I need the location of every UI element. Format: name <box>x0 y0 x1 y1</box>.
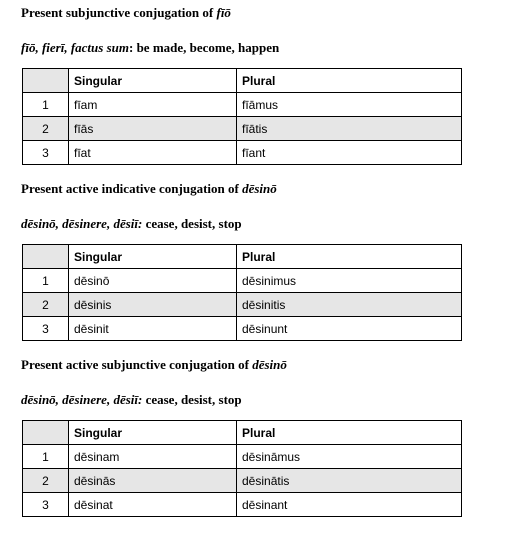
verb-principal-parts-line <box>21 216 242 232</box>
section-title-text: Present active subjunctive conjugation of <box>21 357 253 372</box>
person-number: 2 <box>23 117 69 141</box>
table-row <box>23 269 462 293</box>
section-title-text: Present subjunctive conjugation of <box>21 5 217 20</box>
singular-form: dēsinat <box>69 493 237 517</box>
table-row <box>23 293 462 317</box>
principal-parts: dēsinō, dēsinere, dēsiī: <box>21 392 143 407</box>
header-corner <box>23 245 69 269</box>
plural-form: dēsinātis <box>237 469 462 493</box>
header-plural: Plural <box>237 421 462 445</box>
conjugation-table <box>22 244 462 341</box>
singular-form: dēsinās <box>69 469 237 493</box>
person-number: 3 <box>23 317 69 341</box>
table-row <box>23 445 462 469</box>
verb-principal-parts-line <box>21 40 279 56</box>
singular-form: dēsinō <box>69 269 237 293</box>
table-header-row <box>23 421 462 445</box>
section-title-verb: fīō <box>216 5 231 20</box>
section-title-verb: dēsinō <box>252 357 287 372</box>
plural-form: dēsinitis <box>237 293 462 317</box>
plural-form: dēsinunt <box>237 317 462 341</box>
plural-form: fīāmus <box>237 93 462 117</box>
header-singular: Singular <box>69 69 237 93</box>
header-singular: Singular <box>69 245 237 269</box>
section-title <box>21 181 277 197</box>
singular-form: fīās <box>69 117 237 141</box>
section-title-verb: dēsinō <box>242 181 277 196</box>
person-number: 1 <box>23 269 69 293</box>
header-plural: Plural <box>237 245 462 269</box>
plural-form: dēsinant <box>237 493 462 517</box>
principal-parts: fīō, fierī, factus sum <box>21 40 129 55</box>
plural-form: fīant <box>237 141 462 165</box>
plural-form: dēsināmus <box>237 445 462 469</box>
plural-form: fīātis <box>237 117 462 141</box>
table-row <box>23 93 462 117</box>
person-number: 3 <box>23 141 69 165</box>
section-title <box>21 357 287 373</box>
person-number: 2 <box>23 293 69 317</box>
singular-form: dēsinam <box>69 445 237 469</box>
header-singular: Singular <box>69 421 237 445</box>
person-number: 1 <box>23 445 69 469</box>
table-header-row <box>23 69 462 93</box>
conjugation-table <box>22 68 462 165</box>
singular-form: dēsinit <box>69 317 237 341</box>
singular-form: fīam <box>69 93 237 117</box>
person-number: 1 <box>23 93 69 117</box>
person-number: 3 <box>23 493 69 517</box>
table-row <box>23 117 462 141</box>
table-row <box>23 469 462 493</box>
table-row <box>23 141 462 165</box>
singular-form: dēsinis <box>69 293 237 317</box>
section-title <box>21 5 231 21</box>
verb-meaning: cease, desist, stop <box>142 216 242 231</box>
verb-principal-parts-line <box>21 392 242 408</box>
table-header-row <box>23 245 462 269</box>
table-row <box>23 317 462 341</box>
table-row <box>23 493 462 517</box>
section-title-text: Present active indicative conjugation of <box>21 181 243 196</box>
header-corner <box>23 69 69 93</box>
header-plural: Plural <box>237 69 462 93</box>
plural-form: dēsinimus <box>237 269 462 293</box>
conjugation-table <box>22 420 462 517</box>
principal-parts: dēsinō, dēsinere, dēsiī: <box>21 216 143 231</box>
person-number: 2 <box>23 469 69 493</box>
singular-form: fīat <box>69 141 237 165</box>
verb-meaning: cease, desist, stop <box>142 392 242 407</box>
header-corner <box>23 421 69 445</box>
verb-meaning: : be made, become, happen <box>128 40 280 55</box>
